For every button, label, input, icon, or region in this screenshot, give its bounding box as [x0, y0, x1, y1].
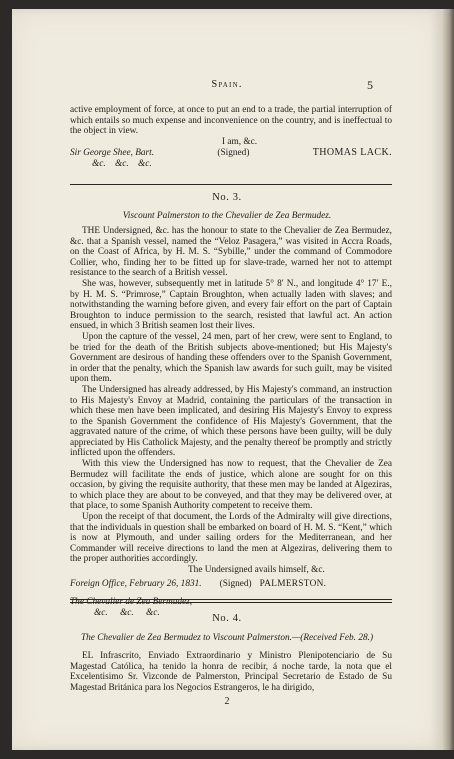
signed-label: (Signed) [217, 148, 250, 159]
signature-mark: 2 [224, 696, 230, 707]
signatory: THOMAS LACK. [312, 147, 392, 159]
section-divider [70, 599, 392, 603]
letter-ending [70, 105, 392, 170]
body-paragraph: The Undersigned has already addressed, by His Majesty's command, an instruction to His Majesty's Envoy at Madrid, containing the particulars of the transaction in which these men have been implicated, and desiring His Majesty's Envoy to express to the Spanish Government the confidence of His Majesty's Government, that the aggravated nature of the crime, of which these persons have been guilty, will be duly appreciated by His Catholick Majesty, and the penalty thereof be promptly and strictly inflicted upon the offenders. [70, 384, 392, 459]
body-paragraph: Upon the capture of the vessel, 24 men, part of her crew, were sent to England, to be tried for the death of the British subjects above-mentioned; but His Majesty's Government are desirous of handing these offenders over to the Spanish Government, in order that the penalty, which the Spanish law awards for such guilt, may be visited upon them. [70, 331, 392, 385]
document-title: The Chevalier de Zea Bermudez to Viscount Palmerston.—(Received Feb. 28.) [80, 633, 374, 643]
body-paragraph: EL Infrascrito, Enviado Extraordinario y Ministro Plenipotenciario de Su Magestad Católica, ha tenido la honra de recibir, á noche tarde, la nota que el Excelentisimo Sr. Vizconde de Palmerston, Principal Secretario de Estado de Su Magestad Británica para los Negocios Estrangeros, le ha dirigido, [70, 651, 392, 693]
document-body [70, 651, 392, 693]
signatory: PALMERSTON. [259, 578, 327, 589]
body-paragraph: She was, however, subsequently met in latitude 5° 8′ N., and longitude 4° 17′ E., by H. M. S. “Primrose,” Captain Broughton, when actually laden with slaves; and notwithstanding the warning before given, and every fair effort on the part of Captain Broughton to induce permission to the search, resisted that lawful act. An action ensued, in which 3 British seamen lost their lives. [70, 278, 392, 332]
etc-line: &c. &c. &c. [94, 607, 160, 618]
document-number: No. 4. [212, 613, 242, 624]
date-signature-line [70, 579, 392, 590]
addressee: Sir George Shee, Bart. [70, 148, 155, 159]
body-paragraph: THE Undersigned, &c. has the honour to state to the Chevalier de Zea Bermudez, &c. that a Spanish vessel, named the “Veloz Pasagera,” was visited in Accra Roads, on the Coast of Africa, by H. M. S. “Sybille,” under the command of Commodore Collier, who, finding her to be fitted up for slave-trade, warned her not to attempt resistance to the search of a British vessel. [70, 226, 392, 279]
body-paragraph: With this view the Undersigned has now to request, that the Chevalier de Zea Bermudez will facilitate the ends of justice, which alone are sought for on this occasion, by giving the requisite authority, that these men may be landed at Algeziras, to which place they are about to be conveyed, and that they may be delivered over, at that place, to some Spanish Authority competent to receive them. [70, 459, 392, 512]
page-header [12, 79, 442, 95]
dateline: Foreign Office, February 26, 1831. [70, 578, 202, 589]
addressee: The Chevalier de Zea Bermudez, [70, 597, 193, 608]
signature-line [70, 148, 392, 159]
book-spine-edge [442, 9, 454, 750]
signed-label: (Signed) [219, 578, 252, 589]
letter-paragraph: active employment of force, at once to put an end to a trade, the partial interruption of which entails so much expense and inconvenience on the country, and is ineffectual to the object in view. [70, 105, 392, 137]
closing: The Undersigned avails himself, &c. [188, 565, 325, 575]
document-number: No. 3. [212, 192, 242, 203]
running-head: Spain. [211, 79, 243, 90]
closing: I am, &c. [222, 136, 258, 147]
document-body [70, 226, 392, 618]
document-title: Viscount Palmerston to the Chevalier de Zea Bermudez. [122, 211, 332, 221]
body-paragraph: Upon the receipt of that document, the Lords of the Admiralty will give directions, that the individuals in question shall be embarked on board of H. M. S. “Kent,” which is now at Plymouth, and under sailing orders for the Mediterranean, and her Commander will receive directions to land the men at Algeziras, delivering them to the proper authorities accordingly. [70, 512, 392, 565]
section-divider [70, 184, 392, 185]
etc-line: &c. &c. &c. [92, 158, 152, 169]
book-page [12, 9, 442, 750]
page-number: 5 [367, 78, 373, 92]
